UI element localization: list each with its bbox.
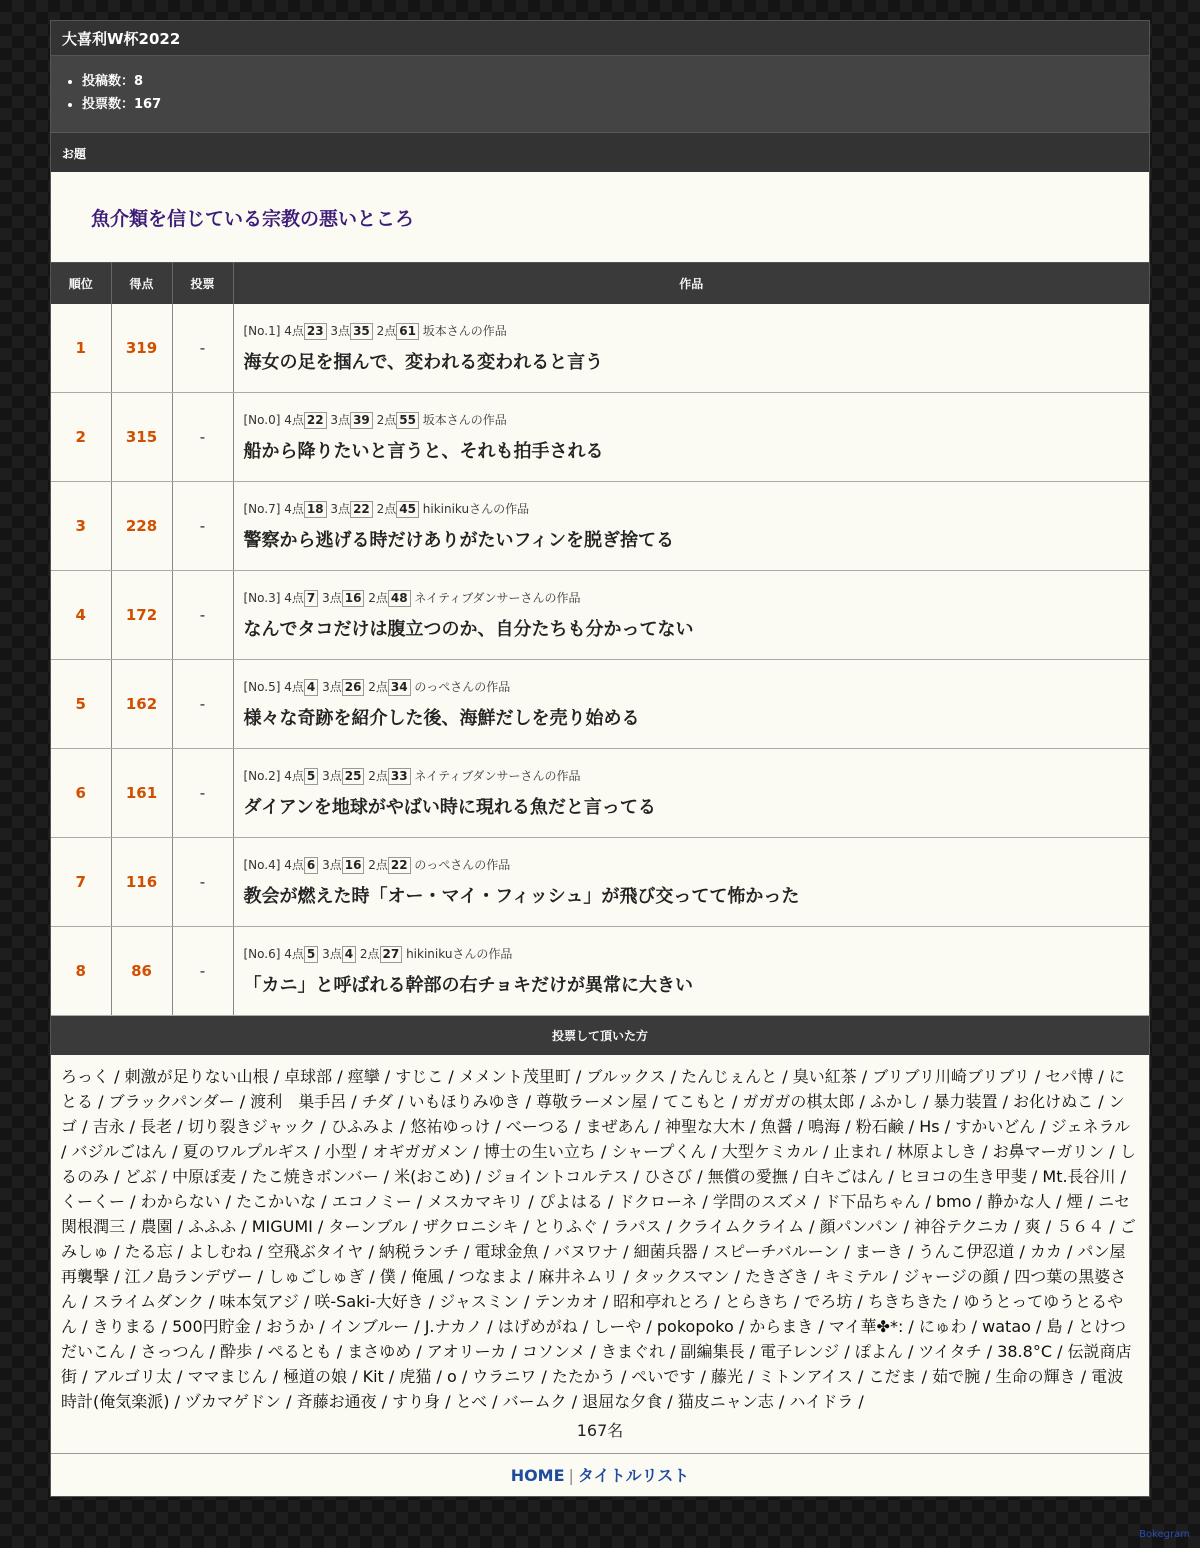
label-4pt: 4点 bbox=[284, 324, 304, 338]
entry-text: 教会が燃えた時「オー・マイ・フィッシュ」が飛び交ってて怖かった bbox=[243, 886, 800, 907]
voters-list: ろっく / 刺激が足りない山根 / 卓球部 / 痙攣 / すじこ / メメント茂里町 / ブルックス / たんじぇんと / 臭い紅茶 / ブリブリ川崎ブリブリ / セパ博 / にとる / ブラックパンダー / 渡利 巣手呂 / チダ / いもほりみゆき / 尊敬ラーメン屋 / てこもと / ガガガの棋太郎 / ふかし / 暴力装置 / お化けぬこ / ンゴ / 吉永 / 長老 / 切り裂きジャック / ひふみよ / 悠祐ゆっけ / べーつる / まぜあん / 神聖な大木 / 魚醤 / 鳴海 / 粉石鹸 / Hs / すかいどん / ジェネラル / バジルごはん / 夏のワルプルギス / 小型 / オギガガメン / 博士の生い立ち / シャープくん / 大型ケミカル / 止まれ / 林原よしき / お鼻マーガリン / しるのみ / どぶ / 中原ぽ麦 / たこ焼きボンバー / 米(おこめ) / ジョイントコルテス / ひさび / 無償の愛撫 / 白キごはん / ヒヨコの生き甲斐 / Mt.長谷川 / くーくー / わからない / たこかいな / エコノミー / メスカマキリ / ぴよはる / ドクローネ / 学問のスズメ / ド下品ちゃん / bmo / 静かな人 / 煙 / ニセ関根潤三 / 農園 / ふふふ / MIGUMI / ターンブル / ザクロニシキ / とりふぐ / ラパス / クライムクライム / 顔パンパン / 神谷テクニカ / 爽 / ５６４ / ごみしゅ / たる忘 / よしむね / 空飛ぶタイヤ / 納税ランチ / 電球金魚 / バヌワナ / 細菌兵器 / スピーチバルーン / まーき / うんこ伊忍道 / カカ / パン屋再襲撃 / 江ノ島ランデヴー / しゅごしゅぎ / 僕 / 俺風 / つなまよ / 麻井ネムリ / タックスマン / たきざき / キミテル / ジャージの顔 / 四つ葉の黒婆さん / スライムダンク / 味本気アジ / 咲-Saki-大好き / ジャスミン / テンカオ / 昭和亭れとろ / とらきち / でろ坊 / ちきちきた / ゆうとってゆうとるやん / きりまる / 500円貯金 / おうか / インブルー / J.ナカノ / はげめがね / しーや / pokopoko / からまき / マイ華✤*: / にゅわ / watao / 島 / とけつだいこん / さっつん / 酔歩 / ぺるとも / まさゆめ / アオリーカ / コソンメ / きまぐれ / 副編集長 / 電子レンジ / ぽよん / ツイタチ / 38.8°C / 伝説商店街 / アルゴリ太 / ママまじん / 極道の娘 / Kit / 虎猫 / o / ウラニワ / たたかう / ぺいです / 藤光 / ミトンアイス / こだま / 茹で腕 / 生命の輝き / 電波時計(俺気楽派) / ヅカマゲドン / 斉藤お通夜 / すり身 / とべ / バームク / 退屈な夕食 / 猫皮ニャン志 / ハイドラ / bbox=[61, 1067, 1136, 1411]
rank-cell: 6 bbox=[51, 749, 111, 838]
entry-meta bbox=[244, 856, 1149, 874]
count-4pt: 5 bbox=[304, 946, 318, 963]
table-row bbox=[51, 660, 1149, 749]
label-4pt: 4点 bbox=[284, 502, 304, 516]
label-2pt: 2点 bbox=[368, 769, 388, 783]
count-2pt: 27 bbox=[380, 946, 403, 963]
rank-cell: 2 bbox=[51, 393, 111, 482]
count-2pt: 61 bbox=[396, 323, 419, 340]
label-4pt: 4点 bbox=[284, 947, 304, 961]
label-3pt: 3点 bbox=[322, 858, 342, 872]
rank-cell: 4 bbox=[51, 571, 111, 660]
entry-text: 警察から逃げる時だけありがたいフィンを脱ぎ捨てる bbox=[243, 530, 675, 551]
rank-cell: 8 bbox=[51, 927, 111, 1016]
points-cell: 116 bbox=[111, 838, 172, 927]
count-4pt: 5 bbox=[304, 768, 318, 785]
stats-panel bbox=[51, 56, 1149, 133]
home-link[interactable]: HOME bbox=[510, 1466, 565, 1485]
odai-box bbox=[51, 172, 1149, 262]
entry-author: ネイティブダンサーさんの作品 bbox=[414, 769, 581, 783]
table-row bbox=[51, 571, 1149, 660]
header-work: 作品 bbox=[233, 263, 1149, 305]
label-3pt: 3点 bbox=[322, 947, 342, 961]
voter-count: 167名 bbox=[576, 1421, 624, 1440]
voters-header: 投票して頂いた方 bbox=[51, 1016, 1149, 1055]
count-2pt: 34 bbox=[388, 679, 411, 696]
entry-meta bbox=[244, 767, 1149, 785]
label-2pt: 2点 bbox=[368, 591, 388, 605]
count-2pt: 22 bbox=[388, 857, 411, 874]
rank-cell: 3 bbox=[51, 482, 111, 571]
entry-text: ダイアンを地球がやばい時に現れる魚だと言ってる bbox=[243, 797, 656, 818]
count-3pt: 16 bbox=[342, 590, 365, 607]
count-4pt: 6 bbox=[304, 857, 318, 874]
entry-meta bbox=[244, 411, 1149, 429]
results-table bbox=[51, 262, 1149, 1016]
header-vote: 投票 bbox=[172, 263, 233, 305]
entry-number: [No.6] bbox=[243, 947, 281, 961]
entry-text: 様々な奇跡を紹介した後、海鮮だしを売り始める bbox=[243, 708, 640, 729]
footer-nav bbox=[51, 1453, 1149, 1496]
points-cell: 86 bbox=[111, 927, 172, 1016]
label-2pt: 2点 bbox=[368, 858, 388, 872]
table-row bbox=[51, 927, 1149, 1016]
count-3pt: 25 bbox=[342, 768, 365, 785]
entry-author: 坂本さんの作品 bbox=[422, 324, 507, 338]
entry-author: 坂本さんの作品 bbox=[422, 413, 507, 427]
entry-meta bbox=[244, 322, 1149, 340]
vote-cell[interactable]: - bbox=[172, 482, 233, 571]
entry-meta bbox=[244, 678, 1149, 696]
count-2pt: 45 bbox=[396, 501, 419, 518]
entry-number: [No.4] bbox=[243, 858, 281, 872]
entry-number: [No.7] bbox=[243, 502, 281, 516]
work-cell bbox=[233, 838, 1149, 927]
points-cell: 161 bbox=[111, 749, 172, 838]
count-2pt: 55 bbox=[396, 412, 419, 429]
page-title: 大喜利W杯2022 bbox=[51, 21, 1149, 56]
rank-cell: 5 bbox=[51, 660, 111, 749]
count-3pt: 4 bbox=[342, 946, 356, 963]
label-3pt: 3点 bbox=[322, 680, 342, 694]
table-row bbox=[51, 482, 1149, 571]
stat-posts: • 投稿数：8 bbox=[82, 70, 1149, 93]
odai-text: 魚介類を信じている宗教の悪いところ bbox=[91, 208, 415, 230]
work-cell bbox=[233, 660, 1149, 749]
entry-number: [No.3] bbox=[243, 591, 281, 605]
work-cell bbox=[233, 571, 1149, 660]
points-cell: 228 bbox=[111, 482, 172, 571]
label-3pt: 3点 bbox=[330, 413, 351, 427]
stat-votes: • 投票数：167 bbox=[82, 93, 1149, 116]
entry-text: 海女の足を掴んで、変われる変われると言う bbox=[243, 352, 604, 373]
title-list-link[interactable]: タイトルリスト bbox=[577, 1466, 690, 1485]
label-4pt: 4点 bbox=[284, 591, 304, 605]
work-cell bbox=[233, 304, 1149, 393]
label-4pt: 4点 bbox=[284, 769, 304, 783]
count-4pt: 23 bbox=[304, 323, 327, 340]
rank-cell: 1 bbox=[51, 304, 111, 393]
points-cell: 319 bbox=[111, 304, 172, 393]
count-3pt: 35 bbox=[350, 323, 373, 340]
label-3pt: 3点 bbox=[322, 591, 342, 605]
count-4pt: 4 bbox=[304, 679, 318, 696]
work-cell bbox=[233, 393, 1149, 482]
label-3pt: 3点 bbox=[330, 324, 351, 338]
entry-text: なんでタコだけは腹立つのか、自分たちも分かってない bbox=[243, 619, 694, 640]
count-4pt: 18 bbox=[304, 501, 327, 518]
entry-author: hikinikuさんの作品 bbox=[422, 502, 530, 516]
table-row bbox=[51, 838, 1149, 927]
brand-mark[interactable]: Bokegram bbox=[1139, 1529, 1190, 1540]
work-cell bbox=[233, 927, 1149, 1016]
vote-cell[interactable]: - bbox=[172, 571, 233, 660]
points-cell: 315 bbox=[111, 393, 172, 482]
label-2pt: 2点 bbox=[368, 680, 388, 694]
entry-meta bbox=[244, 945, 1149, 963]
table-header-row bbox=[51, 263, 1149, 305]
vote-cell[interactable]: - bbox=[172, 393, 233, 482]
entry-meta bbox=[244, 500, 1149, 518]
label-3pt: 3点 bbox=[322, 769, 342, 783]
entry-text: 「カニ」と呼ばれる幹部の右チョキだけが異常に大きい bbox=[243, 975, 693, 996]
label-3pt: 3点 bbox=[330, 502, 351, 516]
count-4pt: 22 bbox=[304, 412, 327, 429]
entry-number: [No.2] bbox=[243, 769, 281, 783]
points-cell: 172 bbox=[111, 571, 172, 660]
entry-number: [No.0] bbox=[243, 413, 281, 427]
table-row bbox=[51, 393, 1149, 482]
entry-number: [No.5] bbox=[243, 680, 281, 694]
count-2pt: 48 bbox=[388, 590, 411, 607]
count-2pt: 33 bbox=[388, 768, 411, 785]
count-3pt: 16 bbox=[342, 857, 365, 874]
vote-cell[interactable]: - bbox=[172, 927, 233, 1016]
header-rank: 順位 bbox=[51, 263, 111, 305]
main-panel bbox=[50, 20, 1150, 1497]
table-row bbox=[51, 749, 1149, 838]
entry-text: 船から降りたいと言うと、それも拍手される bbox=[243, 441, 604, 462]
label-2pt: 2点 bbox=[376, 324, 397, 338]
points-cell: 162 bbox=[111, 660, 172, 749]
table-row bbox=[51, 304, 1149, 393]
count-3pt: 39 bbox=[350, 412, 373, 429]
work-cell bbox=[233, 482, 1149, 571]
odai-header: お題 bbox=[51, 133, 1149, 172]
label-2pt: 2点 bbox=[376, 502, 397, 516]
label-2pt: 2点 bbox=[376, 413, 397, 427]
nav-separator: | bbox=[568, 1466, 574, 1485]
label-4pt: 4点 bbox=[284, 413, 304, 427]
entry-author: のっぺさんの作品 bbox=[414, 680, 511, 694]
label-4pt: 4点 bbox=[284, 680, 304, 694]
vote-cell[interactable]: - bbox=[172, 838, 233, 927]
rank-cell: 7 bbox=[51, 838, 111, 927]
entry-author: のっぺさんの作品 bbox=[414, 858, 511, 872]
entry-number: [No.1] bbox=[243, 324, 281, 338]
vote-cell[interactable]: - bbox=[172, 304, 233, 393]
entry-meta bbox=[244, 589, 1149, 607]
work-cell bbox=[233, 749, 1149, 838]
entry-author: hikinikuさんの作品 bbox=[406, 947, 513, 961]
header-points: 得点 bbox=[111, 263, 172, 305]
label-4pt: 4点 bbox=[284, 858, 304, 872]
count-4pt: 7 bbox=[304, 590, 318, 607]
vote-cell[interactable]: - bbox=[172, 660, 233, 749]
count-3pt: 26 bbox=[342, 679, 365, 696]
entry-author: ネイティブダンサーさんの作品 bbox=[414, 591, 581, 605]
count-3pt: 22 bbox=[350, 501, 373, 518]
label-2pt: 2点 bbox=[359, 947, 380, 961]
vote-cell[interactable]: - bbox=[172, 749, 233, 838]
